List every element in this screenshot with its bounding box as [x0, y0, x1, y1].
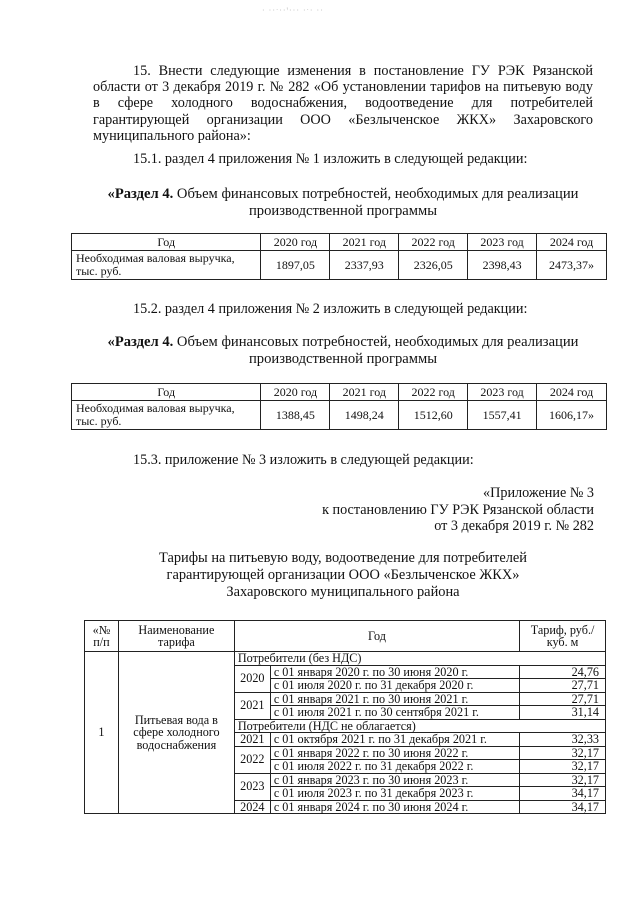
tariff-title-line-1: Тарифы на питьевую воду, водоотведение для потребителей: [159, 550, 527, 566]
header-cell: Год: [72, 384, 261, 401]
value-cell: 1512,60: [399, 401, 468, 430]
tariff-value: 32,33: [520, 733, 606, 747]
finance-table-1-row: [72, 251, 607, 280]
period-cell: с 01 октября 2021 г. по 31 декабря 2021 г.: [270, 733, 519, 747]
row-number: 1: [85, 652, 119, 814]
tariff-value: 24,76: [520, 665, 606, 679]
value-cell: 1388,45: [261, 401, 330, 430]
tariff-table: [84, 620, 606, 814]
tariff-value: 27,71: [520, 679, 606, 693]
value-cell: 1557,41: [468, 401, 537, 430]
finance-table-2-header: [72, 384, 607, 401]
item-15-2: 15.2. раздел 4 приложения № 2 изложить в следующей редакции:: [133, 301, 528, 317]
group-label-vat-exempt: Потребители (НДС не облагается): [234, 719, 605, 733]
period-cell: с 01 июля 2023 г. по 31 декабря 2023 г.: [270, 787, 519, 801]
header-cell: 2022 год: [399, 384, 468, 401]
section-heading-1-bold: «Раздел 4.: [107, 186, 174, 202]
section-heading-1-rest: Объем финансовых потребностей, необходимых для реализации производственной программы: [173, 186, 579, 219]
year-cell: 2021: [234, 692, 270, 719]
header-cell: Год: [72, 234, 261, 251]
header-cell: 2020 год: [261, 384, 330, 401]
header-tariff: Тариф, руб./куб. м: [520, 621, 606, 652]
header-cell: 2023 год: [468, 234, 537, 251]
tariff-value: 27,71: [520, 692, 606, 706]
tariff-title: [93, 550, 593, 601]
tariff-title-line-3: Захаровского муниципального района: [226, 584, 460, 600]
scan-artifact: · ··ˑ··ꞌ··· ·ˑ· ··: [262, 6, 324, 15]
period-cell: с 01 января 2020 г. по 30 июня 2020 г.: [270, 665, 519, 679]
period-cell: с 01 января 2024 г. по 30 июня 2024 г.: [270, 800, 519, 814]
row-label: Необходимая валовая выручка, тыс. руб.: [72, 251, 261, 280]
tariff-title-line-2: гарантирующей организации ООО «Безлыченское ЖКХ»: [166, 567, 520, 583]
appendix-reference: [322, 485, 594, 535]
finance-table-1-header: [72, 234, 607, 251]
tariff-value: 34,17: [520, 800, 606, 814]
header-cell: 2021 год: [330, 234, 399, 251]
tariff-value: 32,17: [520, 773, 606, 787]
year-cell: 2024: [234, 800, 270, 814]
year-cell: 2020: [234, 665, 270, 692]
section-heading-2-rest: Объем финансовых потребностей, необходимых для реализации производственной программы: [173, 334, 579, 367]
tariff-value: 31,14: [520, 706, 606, 720]
value-cell: 1498,24: [330, 401, 399, 430]
value-cell: 2326,05: [399, 251, 468, 280]
tariff-value: 32,17: [520, 760, 606, 774]
period-cell: с 01 июля 2022 г. по 31 декабря 2022 г.: [270, 760, 519, 774]
section-heading-1: [93, 186, 593, 220]
year-cell: 2021: [234, 733, 270, 747]
header-name: Наименование тарифа: [118, 621, 234, 652]
header-cell: 2022 год: [399, 234, 468, 251]
header-num: «№ п/п: [85, 621, 119, 652]
tariff-value: 34,17: [520, 787, 606, 801]
header-cell: 2021 год: [330, 384, 399, 401]
finance-table-1: [71, 233, 607, 280]
tariff-value: 32,17: [520, 746, 606, 760]
section-heading-2: [93, 334, 593, 368]
row-label: Необходимая валовая выручка, тыс. руб.: [72, 401, 261, 430]
tariff-header-row: [85, 621, 606, 652]
item-15-1: 15.1. раздел 4 приложения № 1 изложить в следующей редакции:: [133, 151, 528, 167]
value-cell: 1606,17»: [537, 401, 607, 430]
year-cell: 2022: [234, 746, 270, 773]
group-label-no-vat: Потребители (без НДС): [234, 652, 605, 666]
value-cell: 2473,37»: [537, 251, 607, 280]
row-tariff-name: Питьевая вода в сфере холодного водоснабжения: [118, 652, 234, 814]
paragraph-15: 15. Внести следующие изменения в постановление ГУ РЭК Рязанской области от 3 декабря 2019 г. № 282 «Об установлении тарифов на питьевую воду в сфере холодного водоснабжения, водоотведение для потребителей гарантирующей организации ООО «Безлыченское ЖКХ» Захаровского муниципального района»:: [93, 63, 593, 144]
period-cell: с 01 января 2023 г. по 30 июня 2023 г.: [270, 773, 519, 787]
header-year: Год: [234, 621, 519, 652]
value-cell: 2337,93: [330, 251, 399, 280]
section-heading-2-bold: «Раздел 4.: [107, 334, 174, 350]
header-cell: 2020 год: [261, 234, 330, 251]
appendix-line-3: от 3 декабря 2019 г. № 282: [434, 518, 594, 534]
appendix-line-2: к постановлению ГУ РЭК Рязанской области: [322, 501, 594, 518]
period-cell: с 01 июля 2020 г. по 31 декабря 2020 г.: [270, 679, 519, 693]
item-15-3: 15.3. приложение № 3 изложить в следующей редакции:: [133, 452, 474, 468]
header-cell: 2024 год: [537, 234, 607, 251]
period-cell: с 01 января 2022 г. по 30 июня 2022 г.: [270, 746, 519, 760]
appendix-line-1: «Приложение № 3: [483, 485, 594, 501]
header-cell: 2024 год: [537, 384, 607, 401]
value-cell: 1897,05: [261, 251, 330, 280]
value-cell: 2398,43: [468, 251, 537, 280]
finance-table-2-row: [72, 401, 607, 430]
group-row: [85, 652, 606, 666]
year-cell: 2023: [234, 773, 270, 800]
period-cell: с 01 января 2021 г. по 30 июня 2021 г.: [270, 692, 519, 706]
period-cell: с 01 июля 2021 г. по 30 сентября 2021 г.: [270, 706, 519, 720]
header-cell: 2023 год: [468, 384, 537, 401]
finance-table-2: [71, 383, 607, 430]
